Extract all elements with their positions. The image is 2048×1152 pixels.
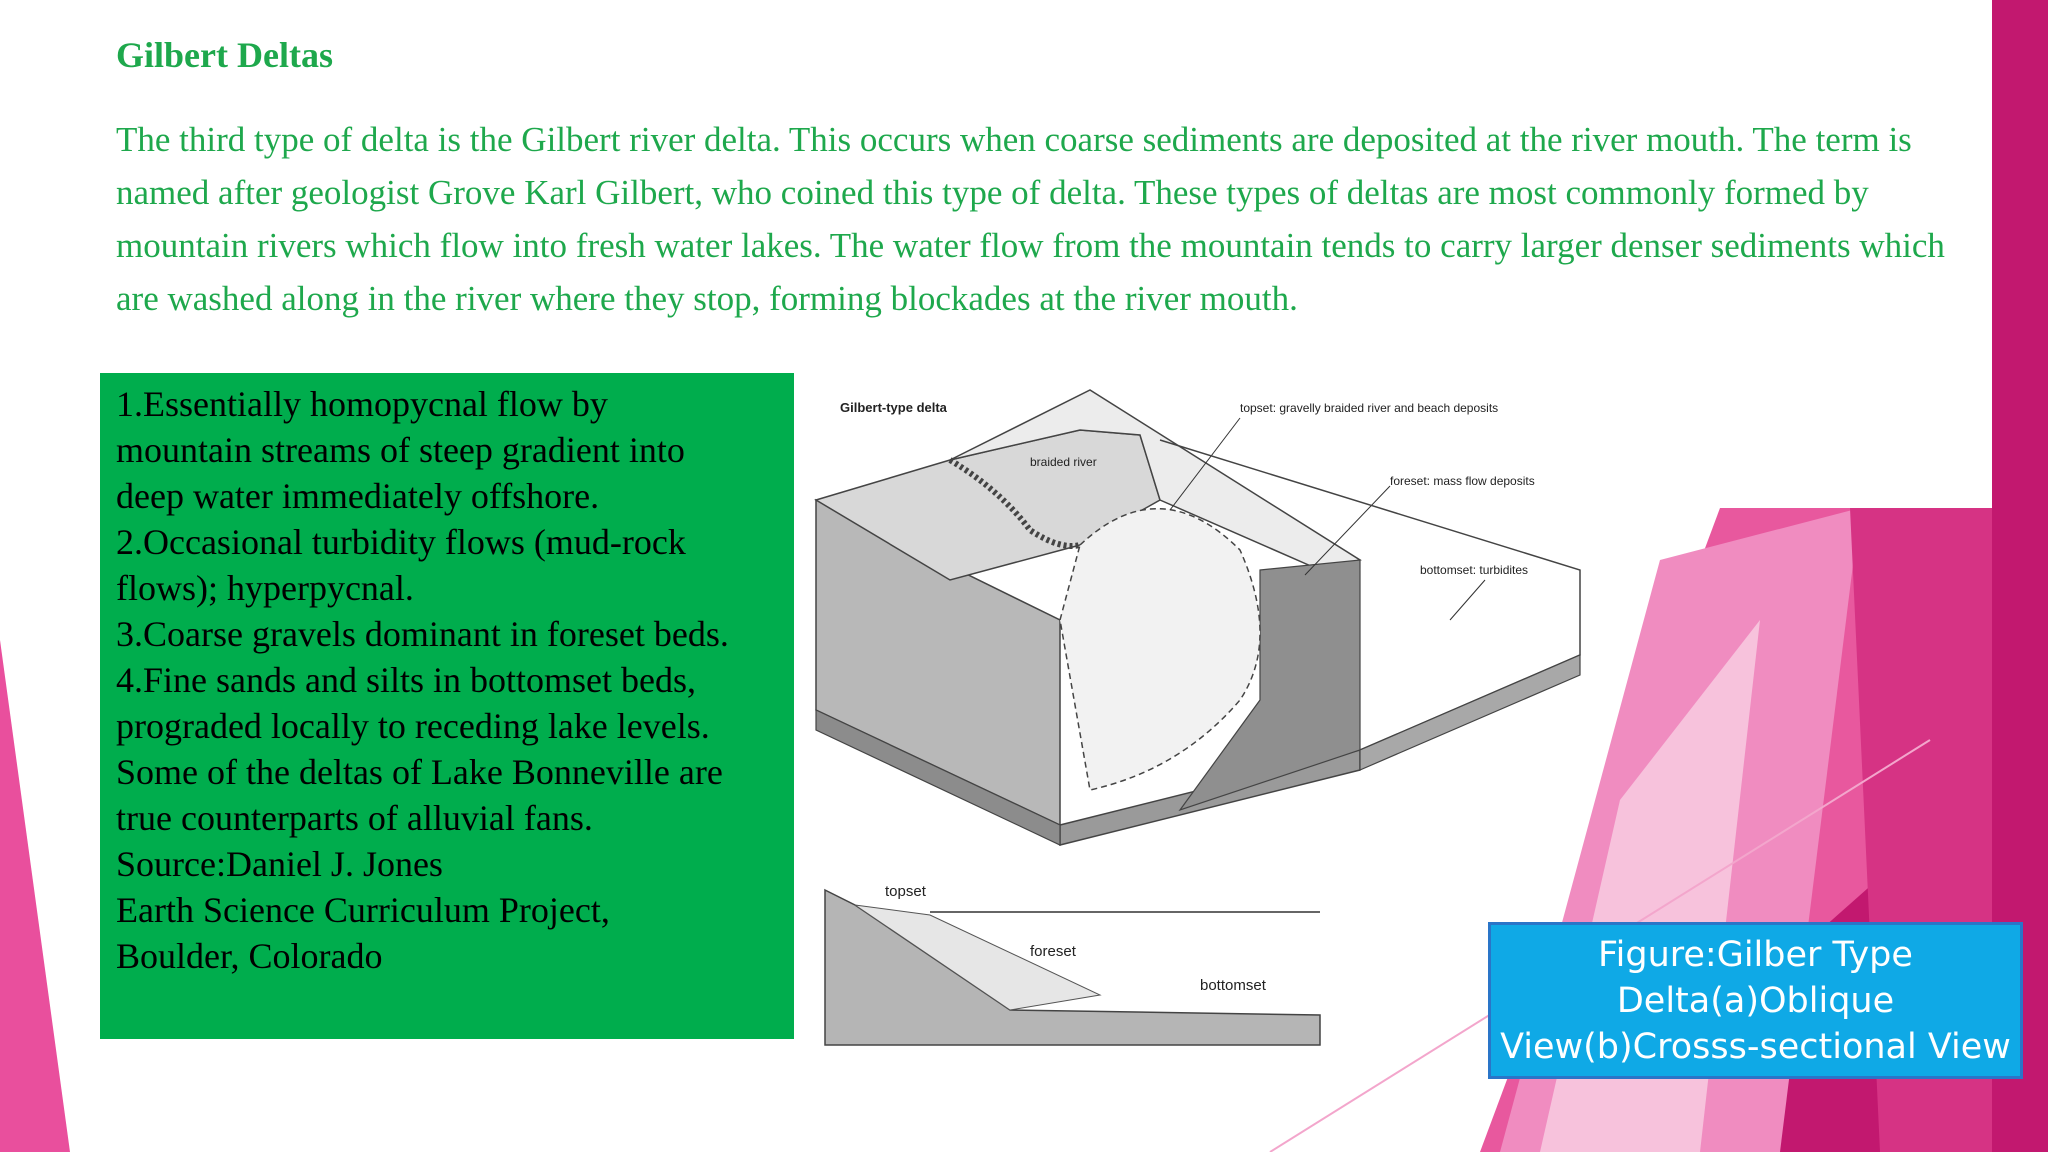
- caption-line: Delta(a)Oblique: [1616, 980, 1895, 1021]
- section-label-foreset: foreset: [1030, 943, 1076, 960]
- facts-line: Source:Daniel J. Jones: [116, 844, 443, 884]
- facts-line: 2.Occasional turbidity flows (mud-rock: [116, 522, 686, 562]
- label-bottomset: bottomset: turbidites: [1420, 563, 1529, 577]
- label-topset: topset: gravelly braided river and beach deposits: [1240, 401, 1499, 415]
- facts-line: Earth Science Curriculum Project,: [116, 890, 610, 930]
- cross-section-view: [825, 883, 1320, 1045]
- intro-paragraph: The third type of delta is the Gilbert river delta. This occurs when coarse sediments are deposited at the river mouth. The term is named after geologist Grove Karl Gilbert, who coined this type of delta. These types of deltas are most commonly formed by mountain rivers which flow into fresh water lakes. The water flow from the mountain tends to carry larger denser sediments which are washed along in the river where they stop, forming blockades at the river mouth.: [116, 120, 1945, 318]
- facts-line: mountain streams of steep gradient into: [116, 430, 685, 470]
- facts-line: true counterparts of alluvial fans.: [116, 798, 593, 838]
- slide-title: Gilbert Deltas: [116, 35, 333, 75]
- label-foreset: foreset: mass flow deposits: [1390, 474, 1535, 488]
- oblique-view: [816, 390, 1580, 845]
- leader-bottomset: [1450, 580, 1485, 620]
- facts-line: Some of the deltas of Lake Bonneville are: [116, 752, 723, 792]
- block-lake-side: [1360, 655, 1580, 770]
- facts-line: 3.Coarse gravels dominant in foreset beds.: [116, 614, 729, 654]
- facts-line: Boulder, Colorado: [116, 936, 383, 976]
- section-label-topset: topset: [885, 883, 926, 900]
- label-braided-river: braided river: [1030, 455, 1097, 469]
- facts-line: deep water immediately offshore.: [116, 476, 600, 516]
- bg-pink-left: [0, 640, 70, 1152]
- oblique-title: Gilbert-type delta: [840, 400, 947, 415]
- figure-caption: [1488, 922, 2023, 1079]
- facts-line: 4.Fine sands and silts in bottomset beds,: [116, 660, 696, 700]
- section-label-bottomset: bottomset: [1200, 977, 1266, 994]
- gilbert-delta-figure: [800, 370, 1600, 1060]
- facts-line: flows); hyperpycnal.: [116, 568, 414, 608]
- facts-line: 1.Essentially homopycnal flow by: [116, 384, 608, 424]
- caption-line: View(b)Crosss-sectional View: [1500, 1026, 2011, 1067]
- caption-line: Figure:Gilber Type: [1598, 934, 1913, 975]
- facts-box: [100, 373, 794, 1039]
- facts-line: prograded locally to receding lake levels.: [116, 706, 710, 746]
